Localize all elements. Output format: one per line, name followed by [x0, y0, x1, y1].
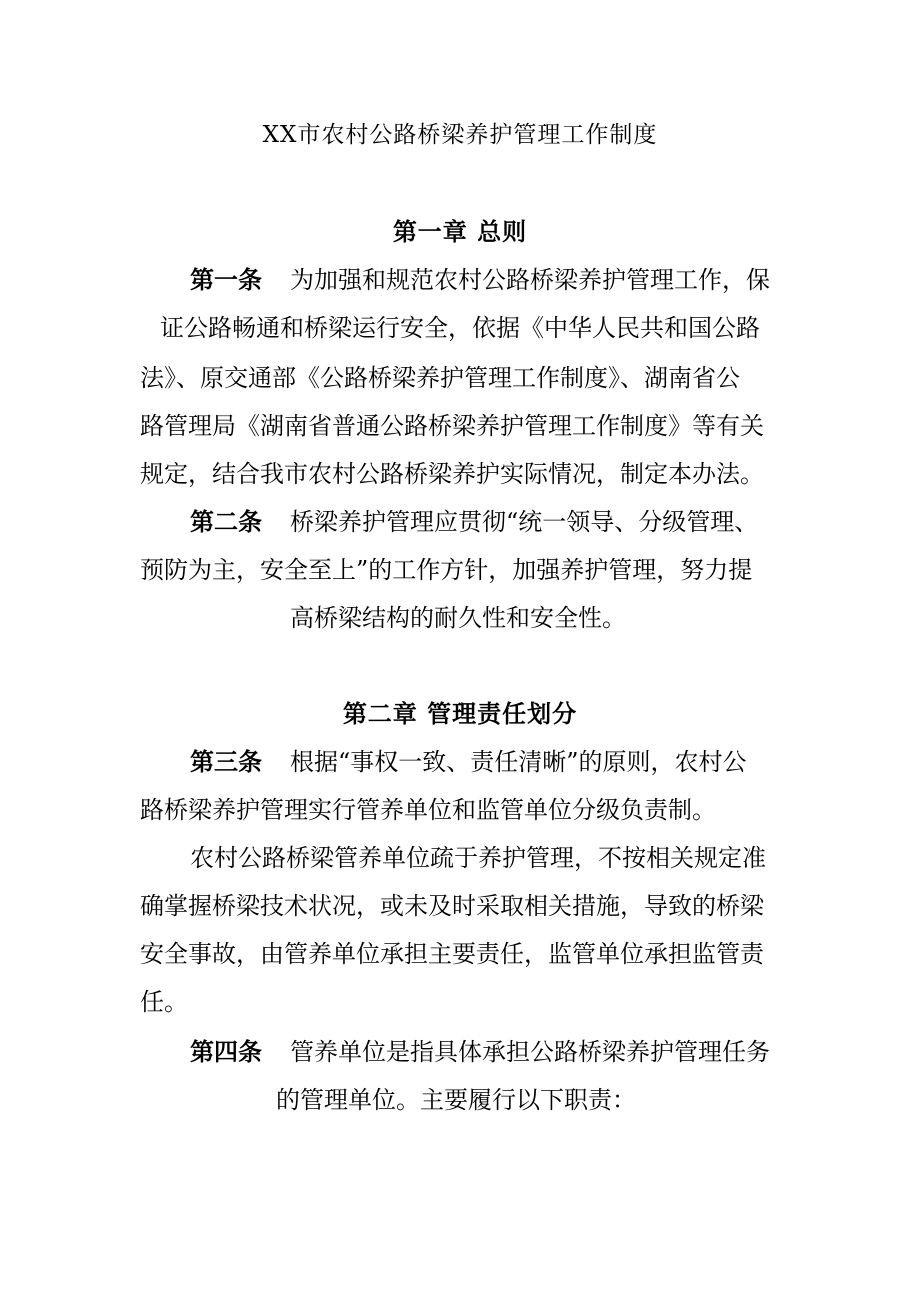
chapter-2-heading: 第二章 管理责任划分 [342, 699, 578, 728]
article-1-line-1 [190, 265, 770, 294]
paragraph-line-2: 确掌握桥梁技术状况，或未及时采取相关措施，导致的桥梁 [140, 892, 764, 920]
article-3-line-2: 路桥梁养护管理实行管养单位和监管单位分级负责制。 [140, 796, 716, 824]
article-1-label: 第一条 [190, 265, 262, 294]
article-3-label: 第三条 [190, 747, 262, 776]
article-4-line-1 [190, 1037, 770, 1066]
chapter-1-heading: 第一章 总则 [392, 217, 528, 246]
paragraph-line-1: 农村公路桥梁管养单位疏于养护管理，不按相关规定准 [190, 844, 766, 872]
article-3-line-1 [190, 747, 747, 776]
article-4-label: 第四条 [190, 1037, 262, 1066]
article-2-line-1 [190, 507, 759, 536]
paragraph-line-3: 安全事故，由管养单位承担主要责任，监管单位承担监管责 [140, 940, 764, 968]
article-2-label: 第二条 [190, 507, 262, 536]
article-2-line-2: 预防为主，安全至上”的工作方针，加强养护管理，努力提 [140, 556, 753, 584]
article-3-text-1: 根据“事权一致、责任清晰”的原则，农村公 [290, 748, 747, 776]
article-1-line-4: 路管理局《湖南省普通公路桥梁养护管理工作制度》等有关 [140, 412, 764, 440]
article-1-line-5: 规定，结合我市农村公路桥梁养护实际情况，制定本办法。 [140, 460, 764, 488]
article-1-line-3: 法》、原交通部《公路桥梁养护管理工作制度》、湖南省公 [140, 364, 740, 392]
document-title: XX市农村公路桥梁养护管理工作制度 [262, 122, 658, 148]
article-4-text-1: 管养单位是指具体承担公路桥梁养护管理任务 [290, 1038, 770, 1066]
article-2-line-3: 高桥梁结构的耐久性和安全性。 [290, 604, 626, 632]
article-1-line-2: 证公路畅通和桥梁运行安全，依据《中华人民共和国公路 [160, 314, 760, 342]
article-2-text-1: 桥梁养护管理应贯彻“统一领导、分级管理、 [290, 508, 759, 536]
article-4-line-2: 的管理单位。主要履行以下职责： [276, 1086, 636, 1114]
article-1-text-1: 为加强和规范农村公路桥梁养护管理工作，保 [290, 266, 770, 294]
paragraph-line-4: 任。 [140, 988, 188, 1016]
